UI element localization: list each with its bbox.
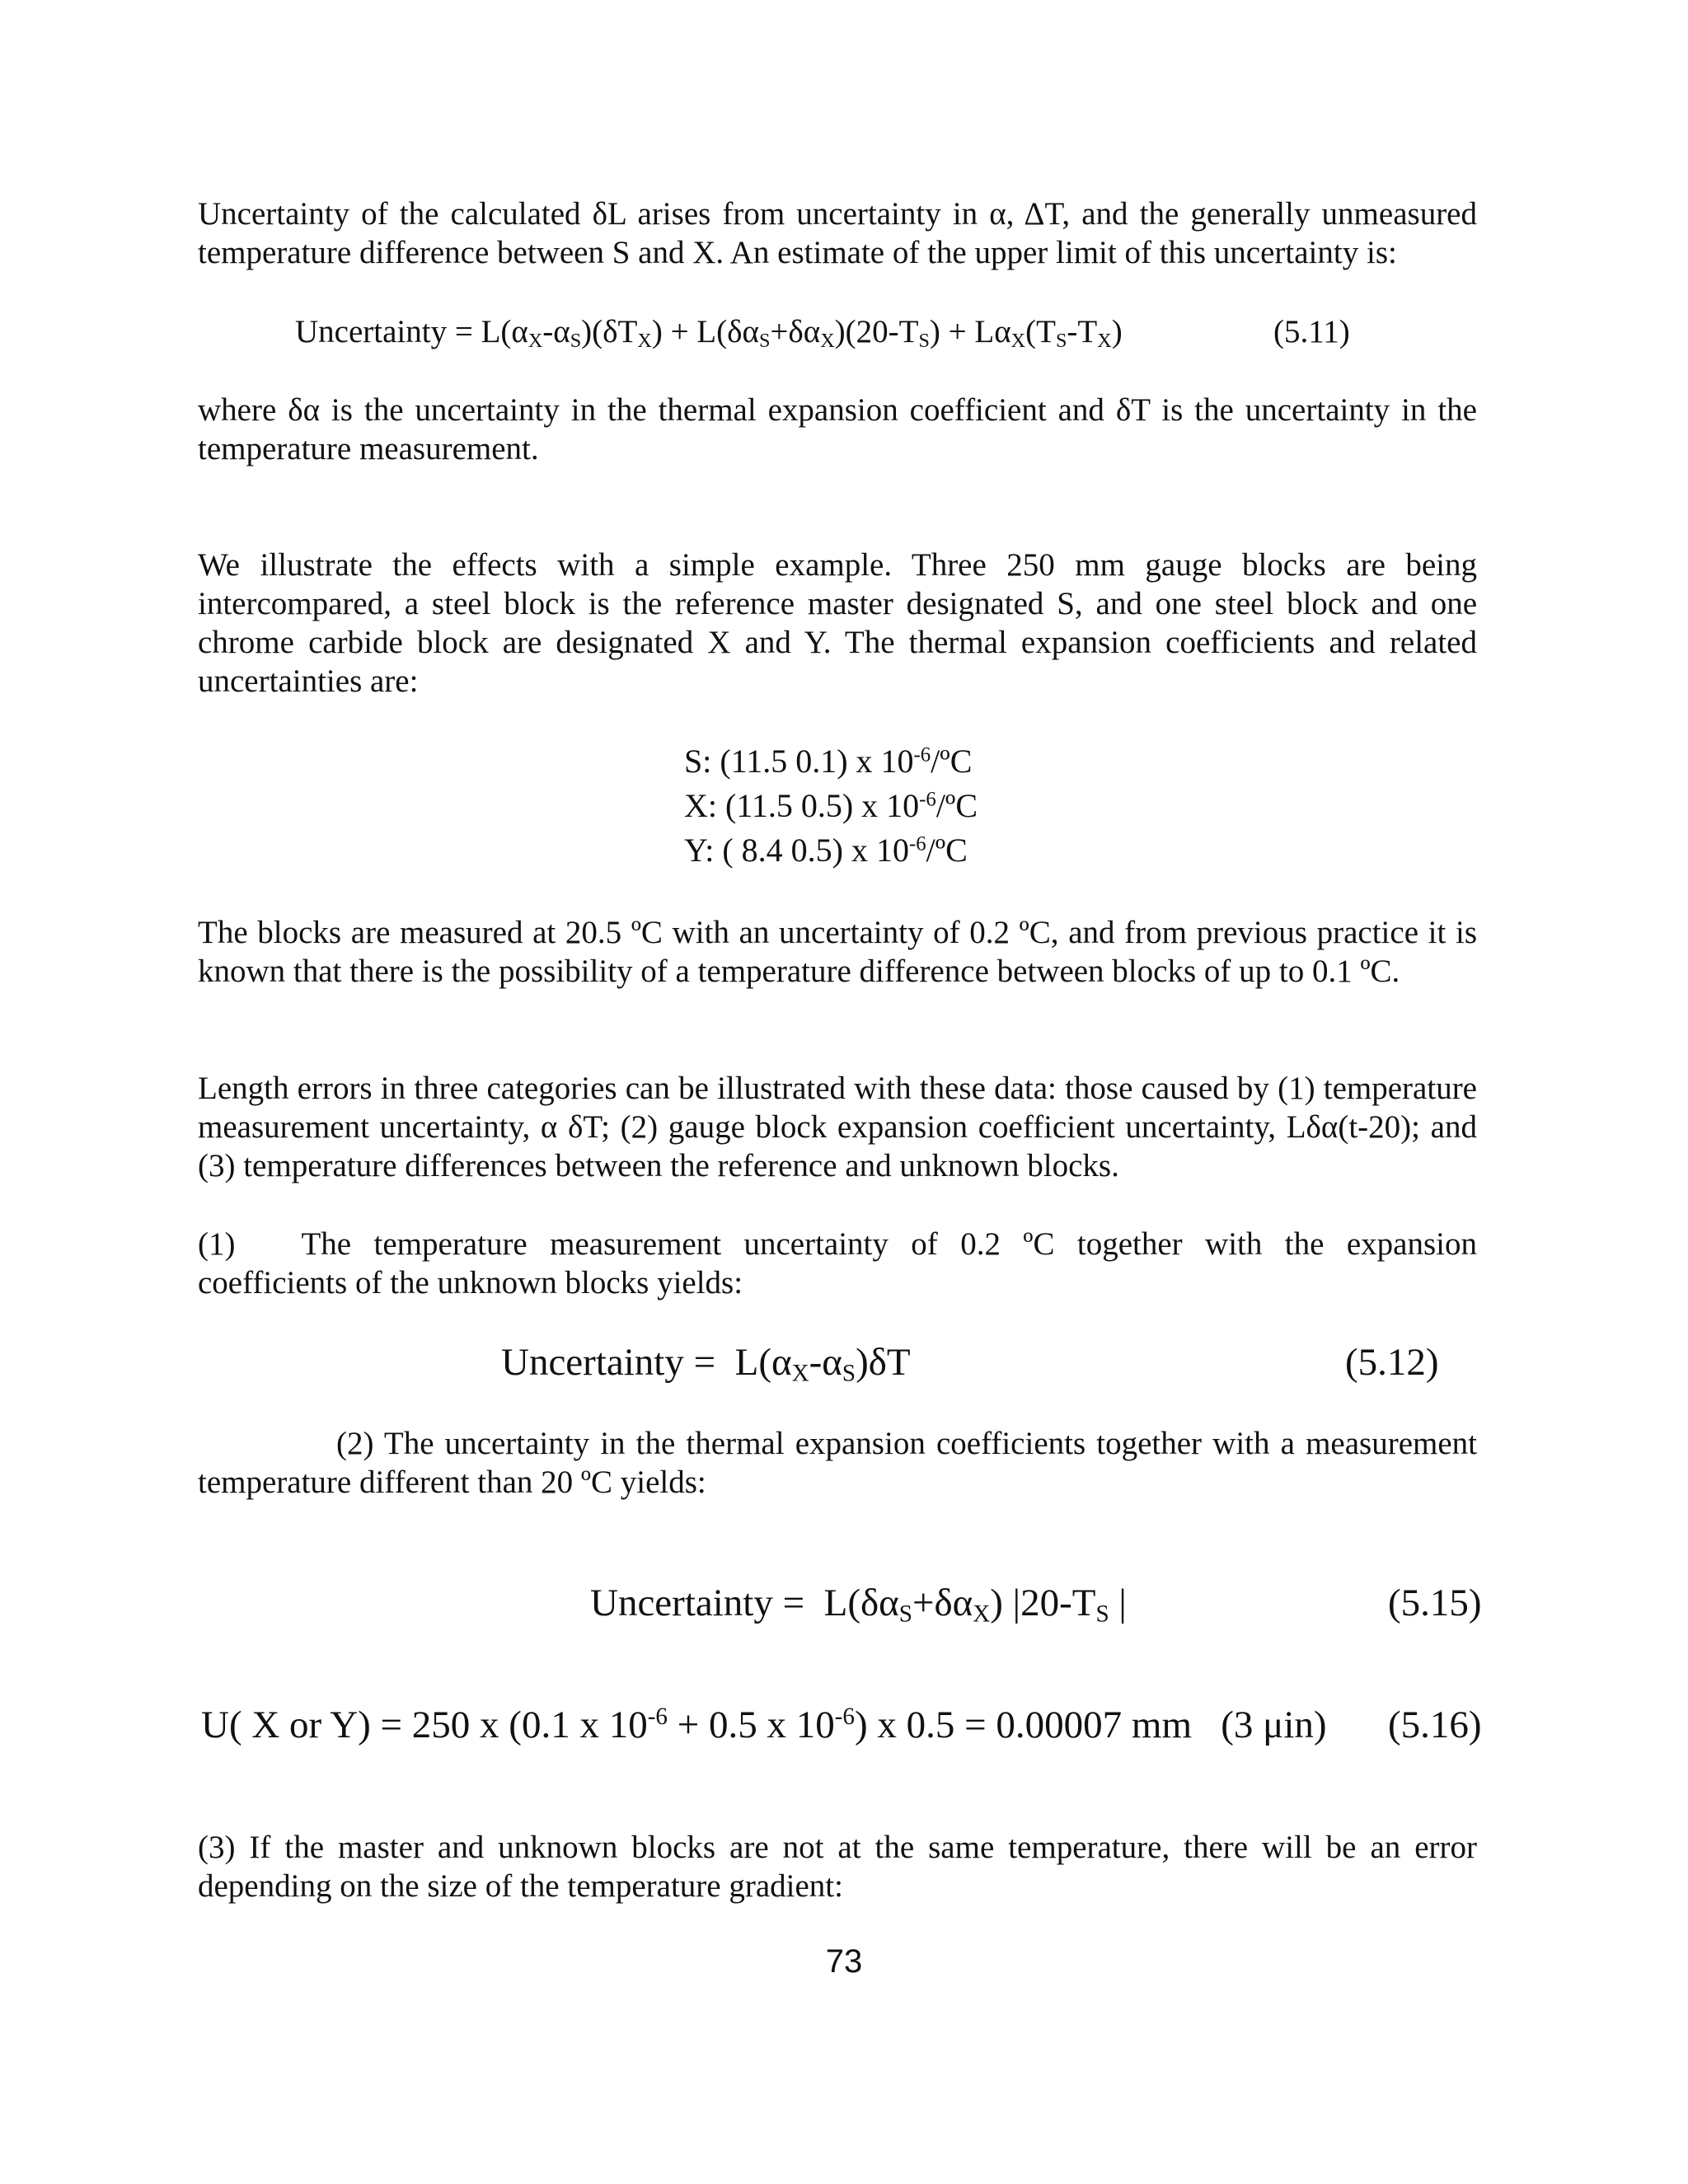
coefficient-value: (11.5 0.1) x 10 <box>720 743 914 780</box>
page-number: 73 <box>825 1943 863 1980</box>
coefficient-exponent: -6 <box>913 743 931 766</box>
coefficient-s <box>684 739 972 784</box>
coefficient-label: Y: <box>684 832 715 869</box>
coefficient-label: X: <box>684 787 717 824</box>
coefficient-exponent: -6 <box>908 832 926 855</box>
coefficient-value: ( 8.4 0.5) x 10 <box>722 832 909 869</box>
coefficient-y <box>684 828 968 873</box>
coefficient-x <box>684 784 978 828</box>
paragraph-error-categories: Length errors in three categories can be illustrated with these data: those caused by (1) temperature measurement uncertainty, α δT; (2) gauge block expansion coefficient uncertainty, Lδα(t-20); and (3) temperature differences between the reference and unknown blocks. <box>198 1071 1477 1183</box>
coefficient-unit: /ºC <box>926 832 968 869</box>
paragraph-uncertainty-intro: Uncertainty of the calculated δL arises from uncertainty in α, ΔT, and the generally unmeasured temperature difference between S and X. An estimate of the upper limit of this uncertainty is: <box>198 196 1477 270</box>
equation-5-16: U( X or Y) = 250 x (0.1 x $10^{-6} + 0.5$ x $10^{-6}$) x 0.5 = 0.00007 mm (3 μin) <box>201 1703 1327 1746</box>
paragraph-example-intro: We illustrate the effects with a simple example. Three 250 mm gauge blocks are being intercompared, a steel block is the reference master designated S, and one steel block and one chrome carbide block are designated X and Y. The thermal expansion coefficients and related uncertainties are: <box>198 547 1477 699</box>
coefficient-value: (11.5 0.5) x 10 <box>725 787 920 824</box>
coefficient-label: S: <box>684 743 712 780</box>
equation-5-11: Uncertainty = $L(\alpha_X-\alpha_S)(\delta T_X) + L(\delta\alpha_S+\delta\alpha_X)(20-T_S) + L\alpha_X(T_S-T_X)$ <box>295 314 1123 353</box>
paragraph-where-definitions: where δα is the uncertainty in the thermal expansion coefficient and δT is the uncertainty in the temperature measurement. <box>198 392 1477 466</box>
paragraph-category-1-text: The temperature measurement uncertainty of 0.2 ºC together with the expansion coefficients of the unknown blocks yields: <box>198 1226 1477 1301</box>
coefficient-unit: /ºC <box>935 787 978 824</box>
equation-number-5-15: (5.15) <box>1388 1582 1482 1624</box>
equation-5-12: Uncertainty = $L(\alpha_X-\alpha_S)\delta T$ <box>501 1341 911 1387</box>
equation-number-5-16: (5.16) <box>1388 1704 1482 1746</box>
paragraph-category-3: (3) If the master and unknown blocks are not at the same temperature, there will be an error depending on the size of the temperature gradient: <box>198 1830 1477 1904</box>
equation-5-15: Uncertainty = $L(\delta\alpha_S+\delta\alpha_X)$ $|20-T_S$ | <box>590 1582 1127 1628</box>
paragraph-category-1 <box>198 1225 1477 1302</box>
paragraph-category-2: (2) The uncertainty in the thermal expansion coefficients together with a measurement temperature different than 20 ºC yields: <box>198 1426 1477 1500</box>
coefficient-unit: /ºC <box>931 743 973 780</box>
coefficient-exponent: -6 <box>919 788 936 811</box>
equation-number-5-11: (5.11) <box>1273 314 1350 349</box>
list-marker: (1) <box>198 1226 236 1262</box>
equation-number-5-12: (5.12) <box>1345 1341 1439 1384</box>
paragraph-measurement-conditions: The blocks are measured at 20.5 ºC with an uncertainty of 0.2 ºC, and from previous practice it is known that there is the possibility of a temperature difference between blocks of up to 0.1 ºC. <box>198 915 1477 989</box>
